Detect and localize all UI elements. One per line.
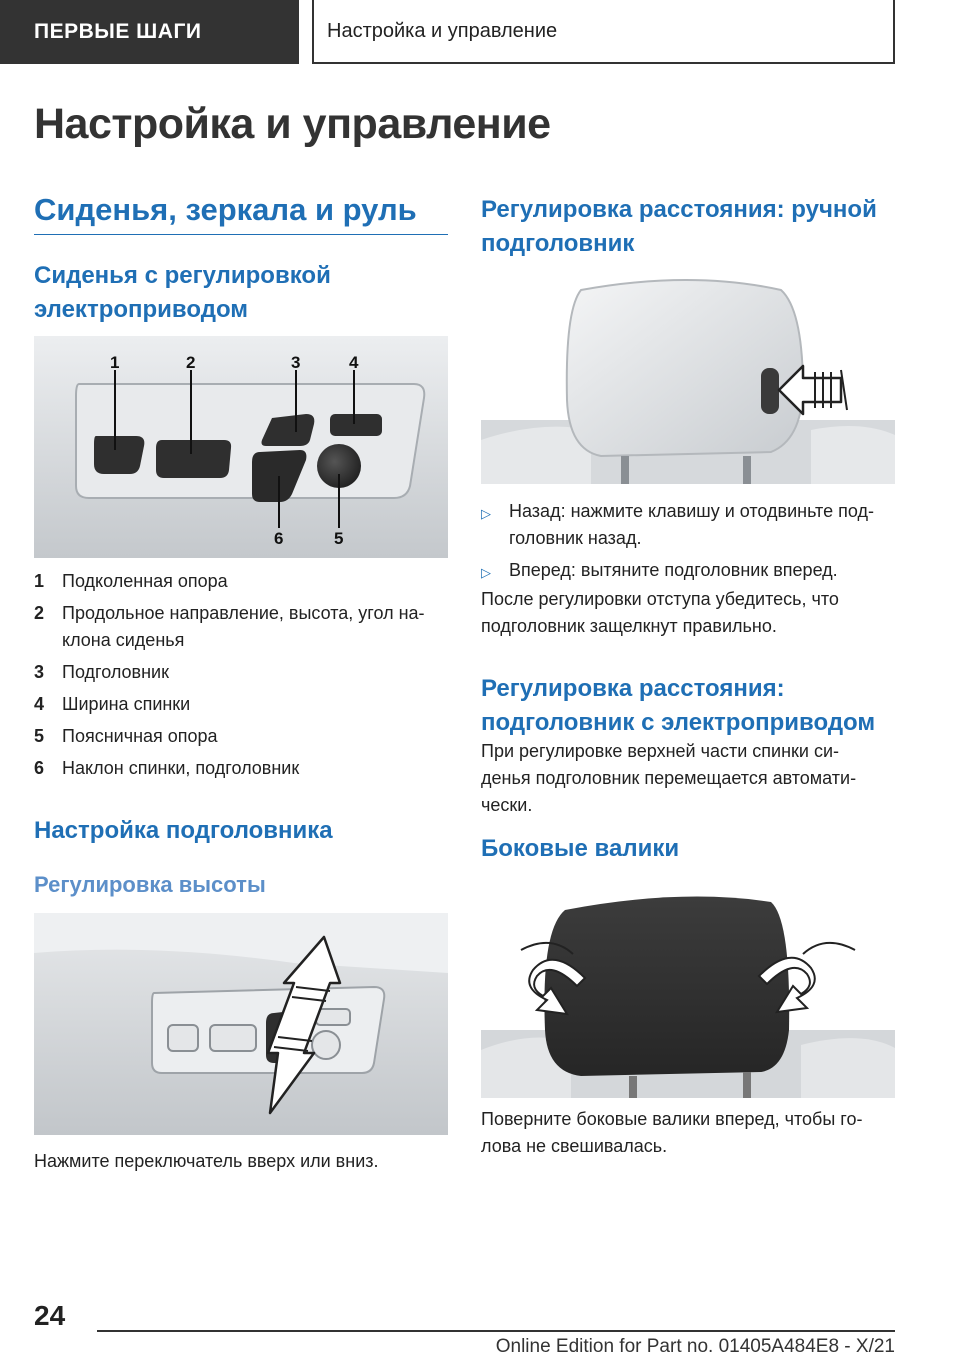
callout-3: 3 (291, 353, 301, 372)
side-bolsters-figure (481, 880, 895, 1098)
heading-electric-distance-line2: подголовник с электроприводом (481, 709, 876, 736)
bullet-text-line2: головник назад. (509, 528, 642, 548)
paragraph-line: При регулировке верхней части спинки си- (481, 741, 840, 761)
paragraph-line: После регулировки отступа убедитесь, что (481, 589, 839, 609)
legend-item (34, 659, 448, 686)
heading-electric-distance-line1: Регулировка расстояния: (481, 675, 785, 702)
paragraph-line: Поверните боковые валики вперед, чтобы го- (481, 1109, 863, 1129)
legend-number: 5 (34, 726, 45, 746)
paragraph-line: подголовник защелкнут правильно. (481, 616, 777, 636)
heading-headrest-adjust: Настройка подголовника (34, 817, 333, 844)
legend-number: 2 (34, 603, 45, 623)
legend-item (34, 600, 448, 654)
bullet-item (481, 498, 895, 552)
legend-number: 4 (34, 694, 45, 714)
heading-electric-seats (34, 259, 448, 327)
section-heading-seats: Сиденья, зеркала и руль (34, 192, 417, 227)
heading-electric-seats-line2: электроприводом (34, 296, 249, 323)
header-section-label: ПЕРВЫЕ ШАГИ (34, 20, 202, 43)
paragraph-electric (481, 738, 895, 819)
legend-text-line1: Продольное направление, высота, угол на- (62, 603, 425, 623)
heading-manual-distance-line1: Регулировка расстояния: ручной (481, 196, 877, 223)
legend-number: 6 (34, 758, 45, 778)
legend-text (62, 600, 425, 654)
bullet-triangle-icon: ▷ (481, 565, 491, 580)
header-section-tab (0, 0, 299, 64)
bullet-text-line1: Назад: нажмите клавишу и отодвиньте под- (509, 501, 874, 521)
legend-item (34, 723, 448, 750)
height-adjust-illustration (34, 913, 448, 1135)
paragraph-line: чески. (481, 795, 533, 815)
callout-5: 5 (334, 529, 344, 548)
bullet-text: Вперед: вытяните подголовник вперед. (509, 560, 838, 580)
heading-height-adjust: Регулировка высоты (34, 872, 266, 897)
seat-controls-legend (34, 568, 448, 787)
callout-2: 2 (186, 353, 196, 372)
page-number: 24 (34, 1300, 66, 1331)
legend-item (34, 691, 448, 718)
height-adjust-figure (34, 913, 448, 1135)
callout-4: 4 (349, 353, 359, 372)
legend-text: Ширина спинки (62, 694, 191, 714)
page-title: Настройка и управление (34, 100, 551, 148)
paragraph-line: денья подголовник перемещается автомати- (481, 768, 857, 788)
footer-rule (97, 1330, 895, 1332)
legend-text-line2: клона сиденья (62, 630, 185, 650)
header-chapter-tab (312, 0, 895, 64)
caption-side-bolsters (481, 1106, 895, 1160)
bullet-item (481, 557, 895, 586)
legend-item (34, 568, 448, 595)
seat-controls-figure (34, 336, 448, 558)
side-bolsters-illustration (481, 880, 895, 1098)
manual-headrest-steps (481, 498, 895, 586)
heading-electric-seats-line1: Сиденья с регулировкой (34, 262, 331, 289)
header-chapter-label: Настройка и управление (327, 19, 558, 42)
heading-manual-distance-line2: подголовник (481, 230, 635, 257)
legend-number: 1 (34, 571, 45, 591)
manual-headrest-figure (481, 270, 895, 484)
footer-edition: Online Edition for Part no. 01405A484E8 - X/21 (495, 1336, 895, 1357)
heading-side-bolsters: Боковые валики (481, 835, 680, 862)
section-rule (34, 234, 448, 235)
seat-controls-illustration (34, 336, 448, 558)
legend-number: 3 (34, 662, 45, 682)
callout-1: 1 (110, 353, 120, 372)
heading-manual-distance (481, 193, 895, 261)
legend-text: Подголовник (62, 662, 169, 682)
legend-text: Подколенная опора (62, 571, 228, 591)
caption-height-adjust: Нажмите переключатель вверх или вниз. (34, 1151, 379, 1171)
manual-headrest-illustration (481, 270, 895, 484)
paragraph-after-adjust (481, 586, 895, 640)
bullet-text (509, 498, 874, 552)
legend-text: Поясничная опора (62, 726, 218, 746)
heading-electric-distance (481, 672, 895, 740)
legend-text: Наклон спинки, подголовник (62, 758, 300, 778)
legend-item (34, 755, 448, 782)
paragraph-line: лова не свешивалась. (481, 1136, 668, 1156)
callout-6: 6 (274, 529, 284, 548)
bullet-triangle-icon: ▷ (481, 506, 491, 521)
